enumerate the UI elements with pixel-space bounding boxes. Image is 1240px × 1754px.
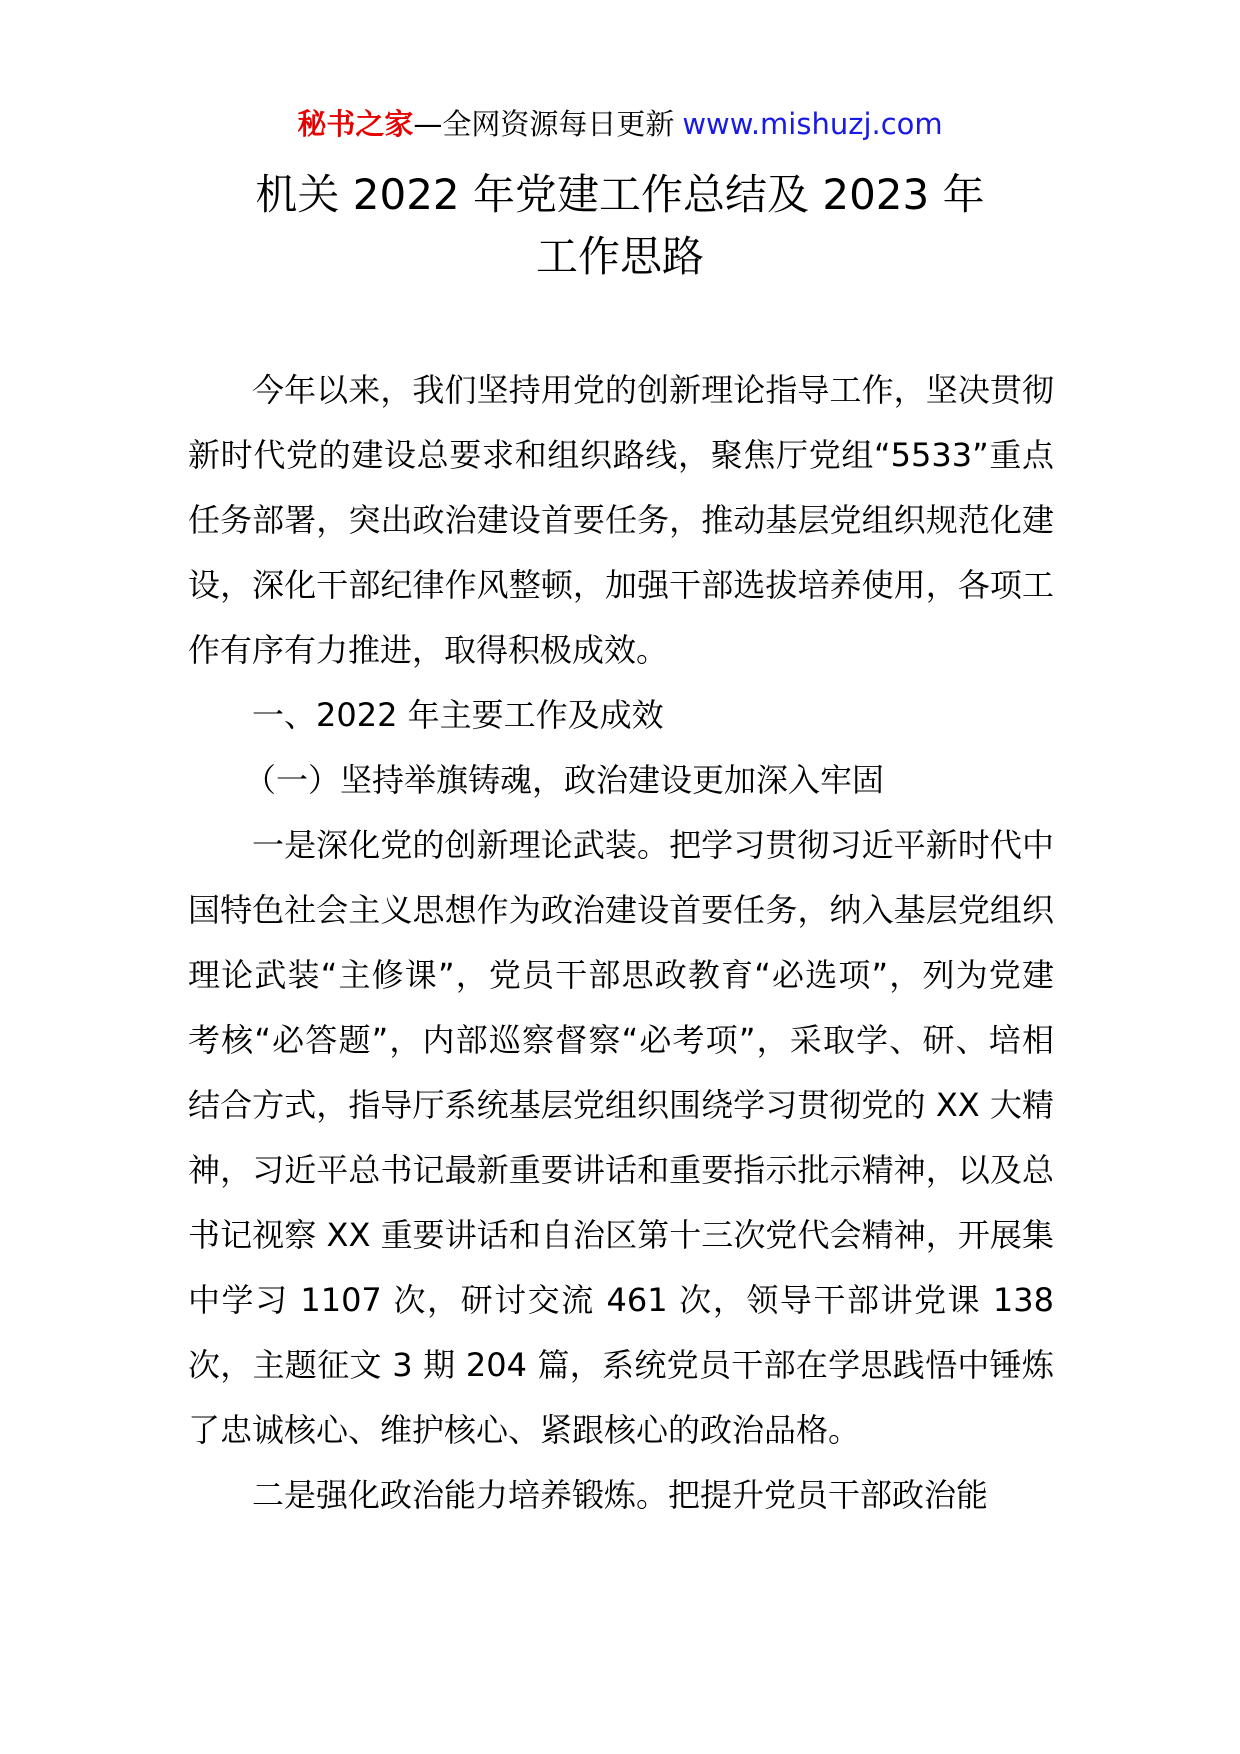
site-header (0, 102, 1240, 146)
intro-paragraph: 今年以来，我们坚持用党的创新理论指导工作，坚决贯彻新时代党的建设总要求和组织路线，聚焦厅党组“5533”重点任务部署，突出政治建设首要任务，推动基层党组织规范化建设，深化干部纪律作风整顿，加强干部选拔培养使用，各项工作有序有力推进，取得积极成效。 (188, 371, 1054, 669)
document-title (0, 164, 1240, 288)
subsection-heading: （一）坚持举旗铸魂，政治建设更加深入牢固 (244, 761, 885, 799)
brand-name: 秘书之家 (297, 107, 414, 141)
document-body (188, 358, 1054, 1528)
title-line-1: 机关 2022 年党建工作总结及 2023 年 (255, 170, 985, 219)
body-paragraph: 二是强化政治能力培养锻炼。把提升党员干部政治能 (252, 1476, 989, 1514)
site-url-link[interactable]: www.mishuzj.com (682, 107, 943, 141)
section-heading: 一、2022 年主要工作及成效 (252, 696, 664, 734)
title-line-2: 工作思路 (535, 232, 704, 281)
body-paragraph: 一是深化党的创新理论武装。把学习贯彻习近平新时代中国特色社会主义思想作为政治建设首要任务，纳入基层党组织理论武装“主修课”，党员干部思政教育“必选项”，列为党建考核“必答题”，内部巡察督察“必考项”，采取学、研、培相结合方式，指导厅系统基层党组织围绕学习贯彻党的 XX 大精神，习近平总书记最新重要讲话和重要指示批示精神，以及总书记视察 XX 重要讲话和自治区第十三次党代会精神，开展集中学习 1107 次，研讨交流 461 次，领导干部讲党课 138 次，主题征文 3 期 204 篇，系统党员干部在学思践悟中锤炼了忠诚核心、维护核心、紧跟核心的政治品格。 (188, 826, 1054, 1449)
header-tagline: —全网资源每日更新 (413, 107, 675, 141)
